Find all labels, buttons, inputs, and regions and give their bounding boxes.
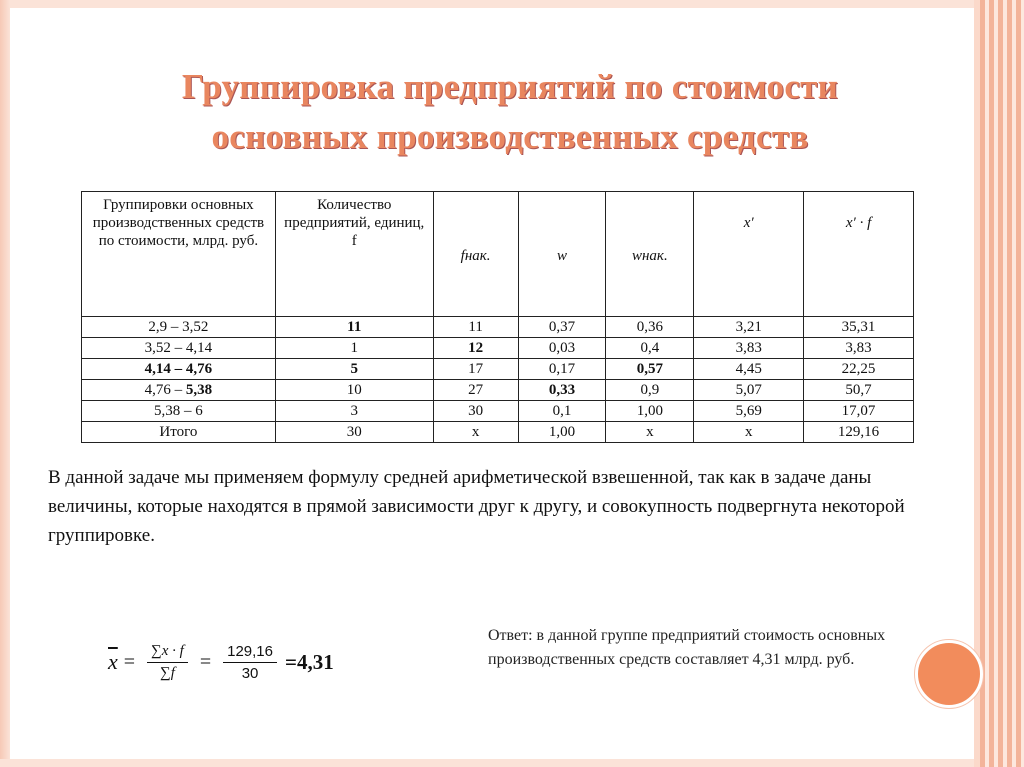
table-cell: 0,57	[606, 359, 694, 380]
table-cell: 0,03	[518, 338, 606, 359]
table-row	[82, 338, 914, 359]
grouping-table	[81, 191, 914, 443]
table-cell: 30	[433, 401, 518, 422]
table-total-row	[82, 422, 914, 443]
table-cell: 12	[433, 338, 518, 359]
table-cell: 17	[433, 359, 518, 380]
table-cell: х	[694, 422, 804, 443]
header-cell: w	[518, 192, 606, 317]
formula-equals: =	[199, 650, 212, 673]
decorative-circle	[915, 640, 983, 708]
decorative-stripes	[980, 0, 1024, 767]
fraction-numerator: ∑x · f	[147, 643, 188, 663]
table-cell: 30	[275, 422, 433, 443]
table-cell: 5	[275, 359, 433, 380]
table-cell: 3,83	[804, 338, 914, 359]
table-cell: х	[606, 422, 694, 443]
formula-result: =4,31	[285, 649, 334, 674]
header-cell: Количество предприятий, единиц, f	[275, 192, 433, 317]
explanation-paragraph: В данной задаче мы применяем формулу средней арифметической взвешенной, так как в задаче даны величины, которые находятся в прямой зависимости друг к другу, и совокупность подвергнута некоторой группировке.	[48, 467, 905, 546]
table-cell: 0,4	[606, 338, 694, 359]
formula-fraction-symbolic	[147, 643, 188, 682]
frame-left-border	[0, 0, 10, 767]
table-row	[82, 380, 914, 401]
table-cell: 22,25	[804, 359, 914, 380]
formula-equals: =	[123, 650, 136, 673]
table-cell: 2,9 – 3,52	[82, 317, 276, 338]
table-cell: 0,17	[518, 359, 606, 380]
formula-fraction-numeric	[223, 643, 277, 682]
table-cell: 3,21	[694, 317, 804, 338]
frame-top-border	[0, 0, 1024, 8]
title-line-2: основных производственных средств	[211, 117, 809, 156]
table-row	[82, 401, 914, 422]
frame-bottom-border	[0, 759, 1024, 767]
table-cell: 3,83	[694, 338, 804, 359]
table-cell: 4,14 – 4,76	[82, 359, 276, 380]
table-cell: 11	[433, 317, 518, 338]
table-cell: 1,00	[606, 401, 694, 422]
table-cell: 10	[275, 380, 433, 401]
header-cell: Группировки основных производственных средств по стоимости, млрд. руб.	[82, 192, 276, 317]
table-cell: 1,00	[518, 422, 606, 443]
table-cell: 5,07	[694, 380, 804, 401]
table-cell: 35,31	[804, 317, 914, 338]
slide-title	[80, 62, 940, 162]
table-cell: 27	[433, 380, 518, 401]
header-cell: wнак.	[606, 192, 694, 317]
formula-mean-symbol: $\overline{x}$	[108, 649, 118, 674]
table-cell: 11	[275, 317, 433, 338]
table-cell: 4,45	[694, 359, 804, 380]
table-cell: 1	[275, 338, 433, 359]
table-header-row	[82, 192, 914, 317]
table-cell: 0,1	[518, 401, 606, 422]
table-cell: Итого	[82, 422, 276, 443]
table-cell: 5,69	[694, 401, 804, 422]
header-cell: x′ · f	[804, 192, 914, 317]
table-cell: 0,37	[518, 317, 606, 338]
table-row	[82, 317, 914, 338]
fraction-denominator: 30	[241, 664, 259, 682]
table-cell: 129,16	[804, 422, 914, 443]
table-cell: 3,52 – 4,14	[82, 338, 276, 359]
table-cell: 0,36	[606, 317, 694, 338]
mean-formula	[108, 632, 334, 692]
table-cell: 50,7	[804, 380, 914, 401]
title-line-1: Группировка предприятий по стоимости	[181, 67, 839, 106]
table-cell: х	[433, 422, 518, 443]
fraction-denominator: ∑f	[160, 664, 175, 681]
header-cell: x′	[694, 192, 804, 317]
table-row	[82, 359, 914, 380]
fraction-numerator: 129,16	[223, 643, 277, 663]
table-cell: 17,07	[804, 401, 914, 422]
table-cell: 3	[275, 401, 433, 422]
header-cell: fнак.	[433, 192, 518, 317]
table-cell: 4,76 – 5,38	[82, 380, 276, 401]
table-cell: 5,38 – 6	[82, 401, 276, 422]
table-cell: 0,33	[518, 380, 606, 401]
answer-text: Ответ: в данной группе предприятий стоимость основных производственных средств составляет 4,31 млрд. руб.	[488, 627, 886, 668]
table-cell: 0,9	[606, 380, 694, 401]
